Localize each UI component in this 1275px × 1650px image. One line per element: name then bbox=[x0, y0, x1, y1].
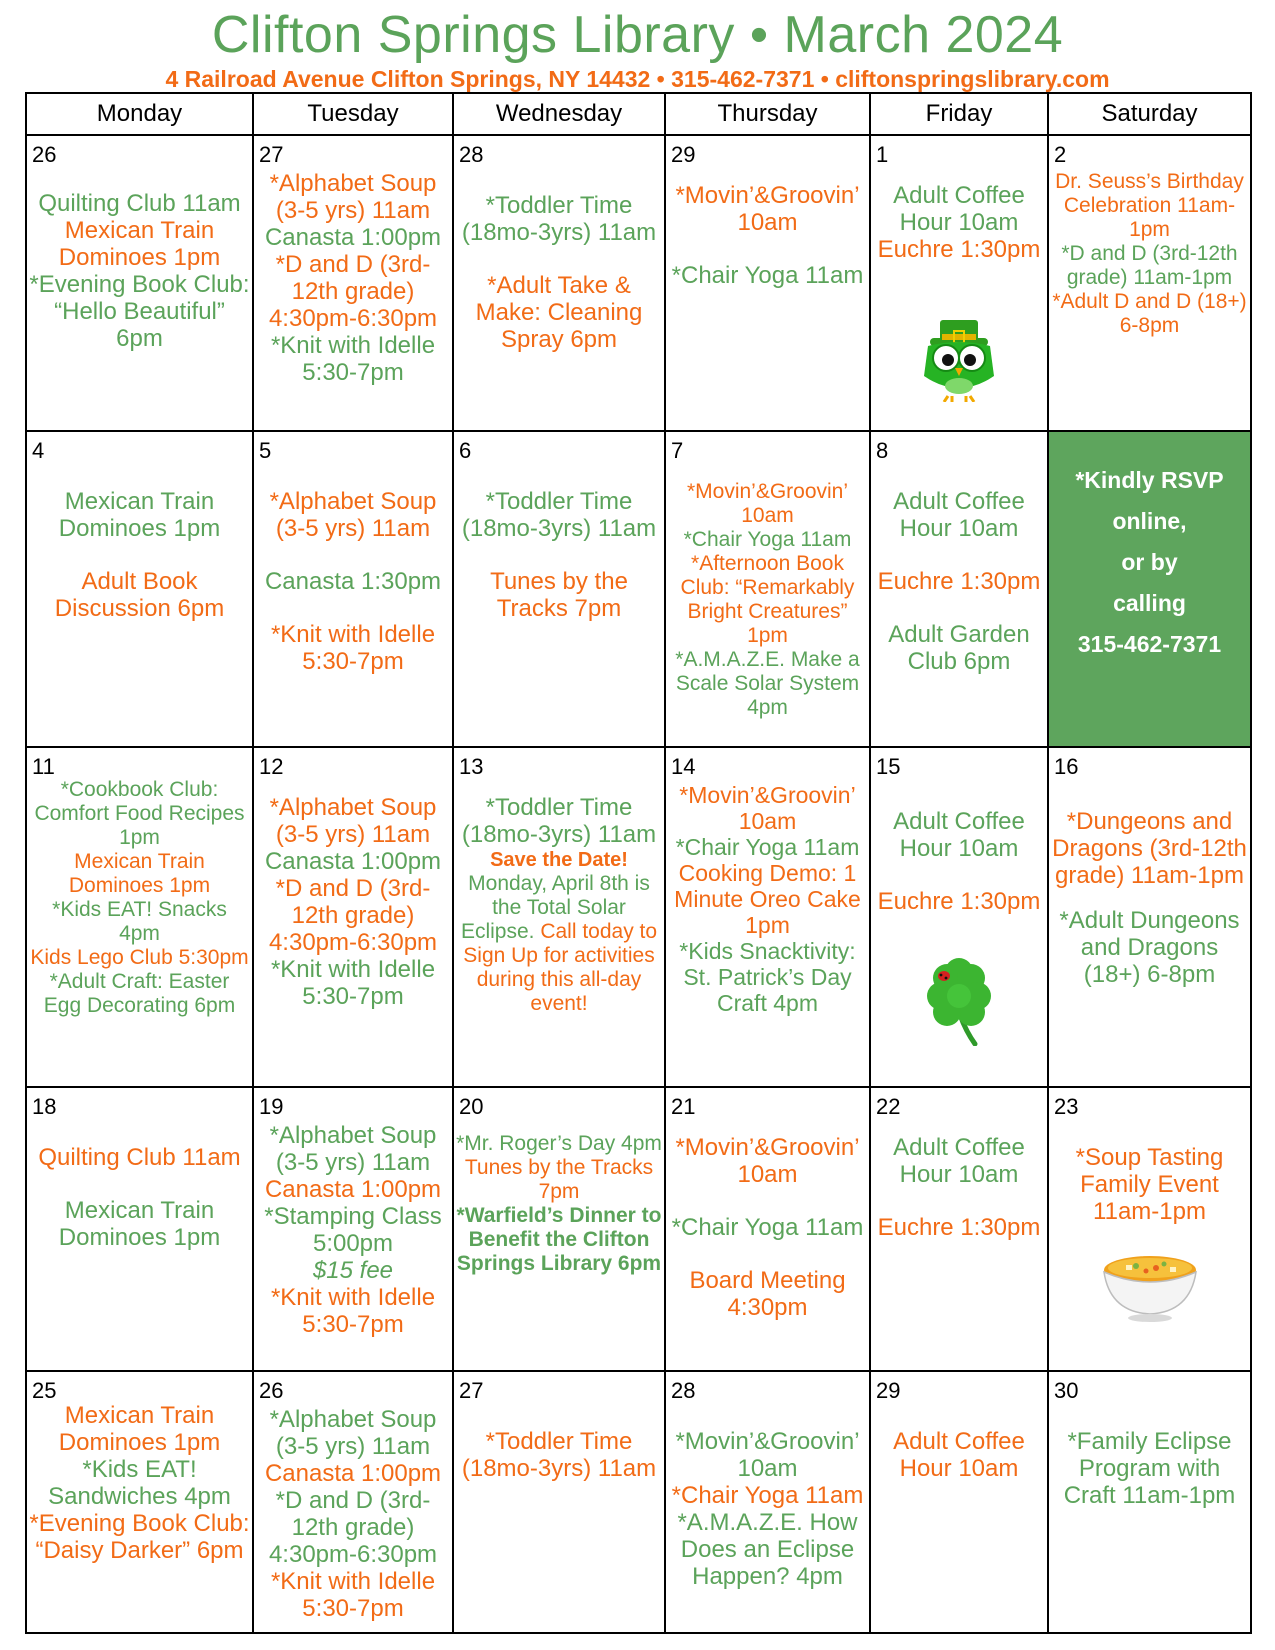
event: *Dungeons and Dragons (3rd-12th grade) 11am-1pm bbox=[1052, 808, 1247, 889]
day-number: 19 bbox=[259, 1094, 284, 1119]
event: Adult Coffee Hour 10am bbox=[893, 1428, 1025, 1482]
event-list bbox=[256, 488, 450, 675]
weekday-wednesday: Wednesday bbox=[453, 93, 665, 135]
day-cell bbox=[870, 135, 1048, 431]
event: *Movin’&Groovin’ 10am bbox=[679, 782, 856, 834]
day-number: 27 bbox=[259, 142, 284, 167]
calendar-title: Clifton Springs Library • March 2024 bbox=[211, 6, 1064, 64]
event: Euchre 1:30pm bbox=[877, 1214, 1041, 1241]
event: *Kids EAT! Snacks 4pm bbox=[52, 898, 227, 945]
day-cell bbox=[1048, 747, 1251, 1087]
event: *Alphabet Soup (3-5 yrs) 11am bbox=[269, 1122, 437, 1176]
day-cell bbox=[665, 1087, 870, 1371]
event: Tunes by the Tracks 7pm bbox=[464, 1156, 654, 1203]
event-list bbox=[256, 1406, 450, 1622]
weekday-thursday: Thursday bbox=[665, 93, 870, 135]
event: *Kids EAT! Sandwiches 4pm bbox=[48, 1456, 231, 1510]
event: *Chair Yoga 11am bbox=[671, 262, 864, 289]
event: *Movin’&Groovin’ 10am bbox=[686, 480, 849, 527]
day-cell bbox=[253, 431, 453, 747]
owl-leprechaun-icon bbox=[914, 298, 1004, 402]
event: Quilting Club 11am bbox=[38, 1144, 241, 1171]
day-number: 22 bbox=[876, 1094, 901, 1119]
soup-bowl-icon bbox=[1100, 1248, 1200, 1324]
day-number: 18 bbox=[32, 1094, 57, 1119]
day-cell bbox=[26, 747, 253, 1087]
day-cell bbox=[26, 1087, 253, 1371]
event: Mexican Train Dominoes 1pm bbox=[68, 850, 211, 897]
day-cell bbox=[870, 747, 1048, 1087]
event: *Toddler Time (18mo-3yrs) 11am bbox=[461, 488, 657, 542]
event: *Warfield’s Dinner to Benefit the Clifton Springs Library 6pm bbox=[456, 1204, 662, 1275]
event: *Mr. Roger’s Day 4pm bbox=[456, 1132, 662, 1155]
event: *Alphabet Soup (3-5 yrs) 11am bbox=[269, 170, 437, 224]
event-list bbox=[29, 488, 250, 622]
day-cell bbox=[665, 747, 870, 1087]
day-cell bbox=[453, 1371, 665, 1633]
event-list bbox=[1051, 808, 1248, 988]
day-cell bbox=[26, 1371, 253, 1633]
event: *Evening Book Club: “Daisy Darker” 6pm bbox=[29, 1510, 250, 1564]
event: *Knit with Idelle 5:30-7pm bbox=[270, 956, 436, 1010]
event: Mexican Train Dominoes 1pm bbox=[58, 1197, 221, 1251]
event: Adult Coffee Hour 10am bbox=[893, 182, 1025, 236]
event-list bbox=[668, 1428, 867, 1590]
event: *Knit with Idelle 5:30-7pm bbox=[270, 1568, 436, 1622]
event-list bbox=[456, 1428, 662, 1482]
day-cell bbox=[453, 135, 665, 431]
event: *Knit with Idelle 5:30-7pm bbox=[270, 621, 436, 675]
day-number: 4 bbox=[32, 438, 45, 463]
event: *Adult Dungeons and Dragons (18+) 6-8pm bbox=[1059, 907, 1240, 988]
day-number: 29 bbox=[671, 142, 696, 167]
event-list bbox=[1051, 170, 1248, 338]
day-number: 26 bbox=[32, 142, 57, 167]
event-list bbox=[1051, 1428, 1248, 1509]
day-cell bbox=[253, 747, 453, 1087]
event-list bbox=[256, 794, 450, 1010]
event: Adult Coffee Hour 10am bbox=[893, 488, 1025, 542]
day-number: 15 bbox=[876, 754, 901, 779]
day-number: 2 bbox=[1054, 142, 1067, 167]
day-number: 7 bbox=[671, 438, 684, 463]
day-number: 20 bbox=[459, 1094, 484, 1119]
event: Adult Garden Club 6pm bbox=[888, 621, 1030, 675]
event: *D and D (3rd-12th grade) 4:30pm-6:30pm bbox=[268, 1487, 438, 1568]
day-cell bbox=[1048, 1371, 1251, 1633]
day-number: 21 bbox=[671, 1094, 696, 1119]
event-list bbox=[29, 1144, 250, 1251]
day-cell bbox=[665, 431, 870, 747]
library-contact-line: 4 Railroad Avenue Clifton Springs, NY 14432 • 315-462-7371 • cliftonspringslibrary.com bbox=[165, 66, 1110, 92]
event-list bbox=[873, 488, 1045, 675]
week-row bbox=[26, 135, 1251, 431]
day-cell bbox=[453, 431, 665, 747]
day-cell bbox=[870, 1087, 1048, 1371]
rsvp-notice: *Kindly RSVP online, or by calling 315-462-7371 bbox=[1075, 467, 1224, 657]
event: Euchre 1:30pm bbox=[877, 236, 1041, 263]
event: *Alphabet Soup (3-5 yrs) 11am bbox=[269, 1406, 437, 1460]
event: Board Meeting 4:30pm bbox=[689, 1267, 846, 1321]
event: *Alphabet Soup (3-5 yrs) 11am bbox=[269, 794, 437, 848]
event-list bbox=[668, 782, 867, 1016]
event: *Knit with Idelle 5:30-7pm bbox=[270, 332, 436, 386]
event-list bbox=[456, 794, 662, 1016]
event-list bbox=[873, 1134, 1045, 1241]
day-cell bbox=[1048, 135, 1251, 431]
day-number: 13 bbox=[459, 754, 484, 779]
event-list bbox=[29, 1402, 250, 1564]
event: *Movin’&Groovin’ 10am bbox=[675, 1134, 860, 1188]
event: *Family Eclipse Program with Craft 11am-1pm bbox=[1063, 1428, 1236, 1509]
event: Tunes by the Tracks 7pm bbox=[490, 568, 628, 622]
weekday-saturday: Saturday bbox=[1048, 93, 1251, 135]
event: *Soup Tasting Family Event 11am-1pm bbox=[1075, 1144, 1224, 1225]
day-cell bbox=[253, 1087, 453, 1371]
event: *Evening Book Club: “Hello Beautiful” 6pm bbox=[29, 271, 250, 352]
day-number: 28 bbox=[671, 1378, 696, 1403]
day-cell bbox=[453, 1087, 665, 1371]
day-cell bbox=[253, 1371, 453, 1633]
event: Adult Coffee Hour 10am bbox=[893, 808, 1025, 862]
event: Mexican Train Dominoes 1pm bbox=[58, 1402, 221, 1456]
event: *Afternoon Book Club: “Remarkably Bright Creatures” 1pm bbox=[680, 552, 855, 647]
day-cell bbox=[665, 1371, 870, 1633]
day-cell bbox=[1048, 1087, 1251, 1371]
rsvp-notice-cell bbox=[1048, 431, 1251, 747]
event-list bbox=[873, 182, 1045, 263]
event: Mexican Train Dominoes 1pm bbox=[58, 488, 221, 542]
event: Canasta 1:00pm bbox=[264, 224, 442, 251]
event: *Knit with Idelle 5:30-7pm bbox=[270, 1284, 436, 1338]
day-number: 29 bbox=[876, 1378, 901, 1403]
weekday-friday: Friday bbox=[870, 93, 1048, 135]
event: *Toddler Time (18mo-3yrs) 11am bbox=[461, 192, 657, 246]
event: *D and D (3rd-12th grade) 4:30pm-6:30pm bbox=[268, 251, 438, 332]
event-list bbox=[456, 488, 662, 622]
day-number: 8 bbox=[876, 438, 889, 463]
shamrock-icon bbox=[919, 954, 999, 1046]
day-cell bbox=[26, 431, 253, 747]
event: *Toddler Time (18mo-3yrs) 11am bbox=[461, 794, 657, 848]
event-list bbox=[1051, 1144, 1248, 1225]
event: *Movin’&Groovin’ 10am bbox=[675, 182, 860, 236]
day-number: 14 bbox=[671, 754, 696, 779]
week-row bbox=[26, 431, 1251, 747]
event-list bbox=[256, 170, 450, 386]
event: *D and D (3rd-12th grade) 4:30pm-6:30pm bbox=[268, 875, 438, 956]
day-number: 11 bbox=[32, 754, 55, 779]
day-cell bbox=[26, 135, 253, 431]
day-cell bbox=[870, 1371, 1048, 1633]
weekday-header-row bbox=[26, 93, 1251, 135]
event: *Adult Take & Make: Cleaning Spray 6pm bbox=[475, 272, 643, 353]
event: *Cookbook Club: Comfort Food Recipes 1pm bbox=[34, 778, 245, 849]
event-list bbox=[29, 190, 250, 352]
event: Canasta 1:00pm bbox=[264, 1176, 442, 1203]
event: Mexican Train Dominoes 1pm bbox=[58, 217, 221, 271]
event-list bbox=[873, 1428, 1045, 1482]
event-list bbox=[668, 1134, 867, 1321]
day-number: 1 bbox=[876, 142, 889, 167]
event: Adult Coffee Hour 10am bbox=[893, 1134, 1025, 1188]
event-list bbox=[256, 1122, 450, 1338]
event: *Adult D and D (18+) 6-8pm bbox=[1052, 290, 1247, 337]
event-list bbox=[456, 1132, 662, 1276]
event: *Adult Craft: Easter Egg Decorating 6pm bbox=[43, 970, 236, 1017]
event: *A.M.A.Z.E. How Does an Eclipse Happen? 4pm bbox=[677, 1509, 858, 1590]
day-cell bbox=[665, 135, 870, 431]
event: *Chair Yoga 11am bbox=[671, 1482, 864, 1509]
event: *Chair Yoga 11am bbox=[671, 1214, 864, 1241]
event-list bbox=[668, 182, 867, 289]
event-list bbox=[456, 192, 662, 353]
day-number: 16 bbox=[1054, 754, 1079, 779]
event: Adult Book Discussion 6pm bbox=[54, 568, 225, 622]
event: *Kids Snacktivity: St. Patrick’s Day Craft 4pm bbox=[679, 938, 856, 1016]
day-number: 30 bbox=[1054, 1378, 1079, 1403]
day-number: 25 bbox=[32, 1378, 57, 1403]
day-number: 27 bbox=[459, 1378, 484, 1403]
day-number: 26 bbox=[259, 1378, 284, 1403]
day-number: 5 bbox=[259, 438, 272, 463]
day-number: 6 bbox=[459, 438, 472, 463]
event-list bbox=[29, 778, 250, 1018]
event: Canasta 1:00pm bbox=[264, 1460, 442, 1487]
weekday-tuesday: Tuesday bbox=[253, 93, 453, 135]
calendar-grid bbox=[25, 92, 1252, 1634]
eclipse-notice: Monday, April 8th is the Total Solar Eclipse. Call today to Sign Up for activities during this all-day event! bbox=[460, 872, 658, 1015]
day-number: 12 bbox=[259, 754, 284, 779]
event: Canasta 1:30pm bbox=[264, 568, 442, 595]
event: *Movin’&Groovin’ 10am bbox=[675, 1428, 860, 1482]
week-row bbox=[26, 1371, 1251, 1633]
event-fee: $15 fee bbox=[312, 1257, 394, 1284]
event: Dr. Seuss’s Birthday Celebration 11am-1pm bbox=[1055, 170, 1244, 241]
event-list bbox=[668, 480, 867, 720]
event: Euchre 1:30pm bbox=[877, 568, 1041, 595]
event: Euchre 1:30pm bbox=[877, 888, 1041, 915]
weekday-monday: Monday bbox=[26, 93, 253, 135]
week-row bbox=[26, 1087, 1251, 1371]
event: Cooking Demo: 1 Minute Oreo Cake 1pm bbox=[674, 860, 861, 938]
event: Kids Lego Club 5:30pm bbox=[30, 946, 249, 969]
event: *Chair Yoga 11am bbox=[683, 528, 852, 551]
save-the-date-heading: Save the Date! bbox=[490, 849, 628, 871]
event: *Alphabet Soup (3-5 yrs) 11am bbox=[269, 488, 437, 542]
event: *D and D (3rd-12th grade) 11am-1pm bbox=[1061, 242, 1238, 289]
day-cell bbox=[453, 747, 665, 1087]
event-list bbox=[873, 808, 1045, 915]
event: *Toddler Time (18mo-3yrs) 11am bbox=[461, 1428, 657, 1482]
day-cell bbox=[870, 431, 1048, 747]
event: *A.M.A.Z.E. Make a Scale Solar System 4pm bbox=[675, 648, 860, 719]
week-row bbox=[26, 747, 1251, 1087]
day-number: 28 bbox=[459, 142, 484, 167]
day-number: 23 bbox=[1054, 1094, 1079, 1119]
event: *Chair Yoga 11am bbox=[675, 834, 860, 860]
event: Canasta 1:00pm bbox=[264, 848, 442, 875]
event: Quilting Club 11am bbox=[38, 190, 241, 217]
day-cell bbox=[253, 135, 453, 431]
event: *Stamping Class 5:00pm bbox=[264, 1203, 442, 1257]
